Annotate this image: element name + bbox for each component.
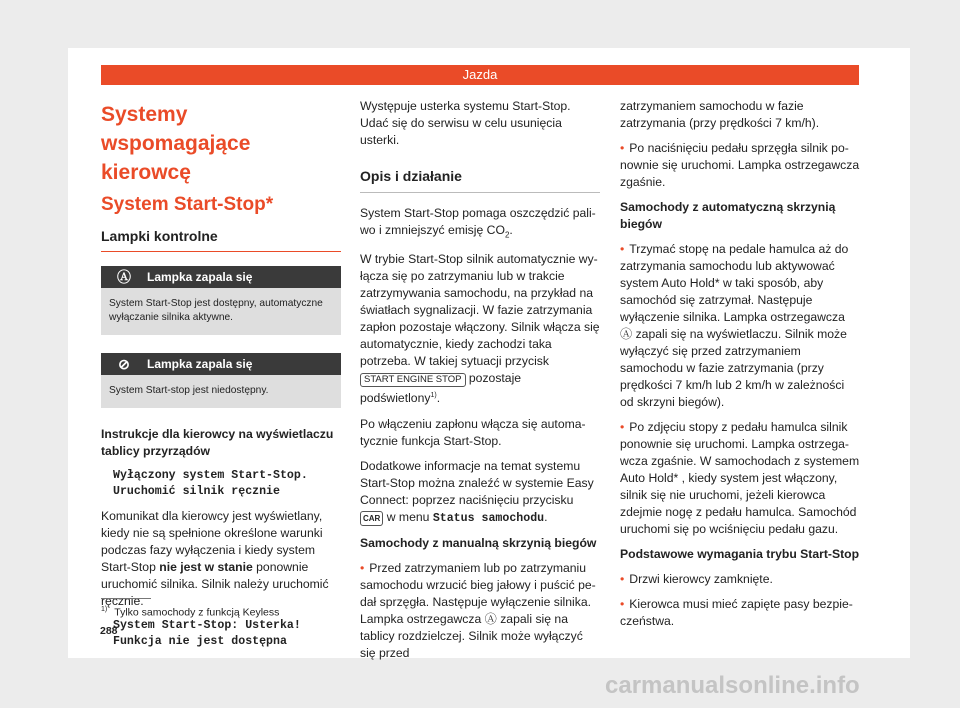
- column-3: [620, 98, 860, 638]
- bullet-item: • Trzymać stopę na pedale hamulca aż do zatrzymania samochodu lub aktywować system Auto Hold* w taki sposób, aby samochód się zatrzymał. Następuje wyłączenie silnika. Lampka ostrzegawcza Ⓐ zapali się na wyświetlaczu. Silnik może wyłączyć się przed zatrzymaniem samochodu w fazie zatrzymania (przy prędkości 7 km/h lub 2 km/h w zależności od skrzyni biegów).: [620, 241, 860, 411]
- start-engine-stop-key: START ENGINE STOP: [360, 373, 466, 387]
- lamp-bar-2: [101, 353, 341, 375]
- chapter-title: Systemy wspomagające kierowcę: [101, 103, 251, 184]
- paragraph: Dodatkowe informacje na temat systemu Start-Stop można znaleźć w systemie Easy Connect: poprzez naciśnięciu przycisku CAR w menu Status samochodu.: [360, 458, 594, 525]
- section-title: System Start-Stop*: [101, 194, 274, 215]
- section-header: Jazda: [101, 65, 859, 85]
- subsection-title: Lampki kontrolne: [101, 227, 341, 252]
- footnote: $^{1)}$ Tylko samochody z funkcją Keyless: [101, 606, 280, 619]
- paragraph: Występuje usterka systemu Start-Stop. Udać się do serwisu w celu usunięcia usterki.: [360, 99, 571, 147]
- bullet-item: • Po naciśnięciu pedału sprzęgła silnik ponownie się uruchomi. Lampka ostrzegawcza zgaśnie.: [620, 140, 860, 191]
- lamp-label: Lampka zapala się: [147, 269, 253, 284]
- column-1: [101, 92, 341, 658]
- bullet-item: • Przed zatrzymaniem lub po zatrzymaniu samochodu wrzucić bieg jałowy i puścić pedał sprzęgła. Następuje wyłączenie silnika. Lampka ostrzegawcza Ⓐ zapali się na tablicy rozdzielczej. Silnik może wyłączyć się przed: [360, 560, 600, 662]
- footnote-divider: [101, 598, 151, 599]
- paragraph: Komunikat dla kierowcy jest wyświetlany, kiedy nie są spełnione określone warunki podczas fazy wyłączenia i kiedy system Start-Stop nie jest w stanie ponownie uruchomić silnika. Silnik należy uruchomić ręcznie.: [101, 509, 329, 608]
- lamp-bar-1: [101, 266, 341, 288]
- watermark: carmanualsonline.info: [605, 672, 860, 699]
- bullet-item: • Po zdjęciu stopy z pedału hamulca silnik ponownie się uruchomi. Lampka ostrzegawcza zgaśnie. W samochodach z systemem Auto Hold* , kiedy system jest włączony, silnik się nie uruchomi, jeżeli kierowca zdejmie nogę z pedału hamulca. Samochód uruchomi się po wciśnięciu pedału gazu.: [620, 419, 860, 538]
- page-number: 288: [100, 625, 118, 637]
- start-stop-unavailable-icon: ⊘: [118, 355, 130, 372]
- subheading: Instrukcje dla kierowcy na wyświetlaczu tablicy przyrządów: [101, 427, 334, 458]
- paragraph: System Start-Stop pomaga oszczędzić paliwo i zmniejszyć emisję $CO_2$.: [360, 206, 596, 240]
- driver-message: System Start-Stop: Usterka! Funkcja nie jest dostępna: [113, 619, 301, 648]
- column-2: [360, 98, 600, 670]
- lamp-label: Lampka zapala się: [147, 356, 253, 371]
- paragraph: Po włączeniu zapłonu włącza się automatycznie funkcja Start-Stop.: [360, 416, 586, 448]
- lamp-description: System Start-stop jest niedostępny.: [101, 375, 341, 408]
- car-key-icon: CAR: [360, 511, 383, 526]
- lamp-description: System Start-Stop jest dostępny, automatyczne wyłączanie silnika aktywne.: [101, 288, 341, 335]
- paragraph: W trybie Start-Stop silnik automatycznie wyłącza się po zatrzymaniu lub w trakcie zatrzymywania samochodu, na przykład na światłach sygnalizacji. W fazie zatrzymania zapłon pozostaje włączony. Silnik włącza się automatycznie, kiedy zachodzi taka potrzeba. W takiej sytuacji przycisk START ENGINE STOP pozostaje podświetlony$^{1)}$.: [360, 252, 600, 406]
- subheading: Podstawowe wymagania trybu Start-Stop: [620, 547, 860, 561]
- start-stop-active-icon: Ⓐ: [117, 268, 131, 285]
- bullet-item: • Drzwi kierowcy zamknięte.: [620, 571, 860, 588]
- driver-message: Wyłączony system Start-Stop. Uruchomić silnik ręcznie: [113, 469, 308, 498]
- subheading: Samochody z manualną skrzynią biegów: [360, 535, 597, 550]
- paragraph: zatrzymaniem samochodu w fazie zatrzymania (przy prędkości 7 km/h).: [620, 99, 820, 130]
- bullet-item: • Kierowca musi mieć zapięte pasy bezpieczeństwa.: [620, 596, 860, 630]
- subheading: Samochody z automatyczną skrzynią biegów: [620, 200, 836, 231]
- subsection-title: Opis i działanie: [360, 163, 600, 193]
